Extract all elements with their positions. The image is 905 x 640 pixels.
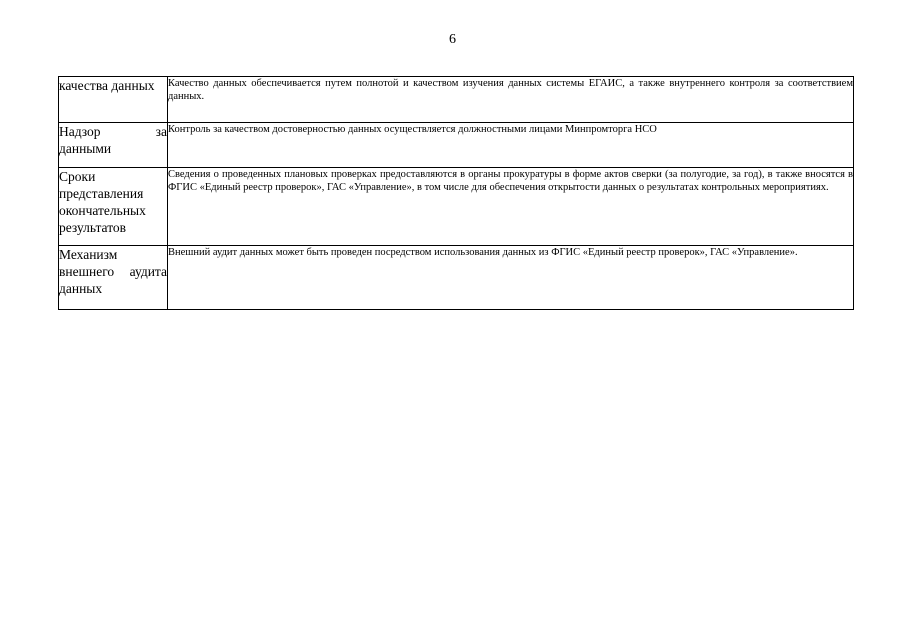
row-label: Сроки представления окончательных результатов xyxy=(59,168,168,246)
table-row xyxy=(59,123,854,168)
row-label xyxy=(59,123,168,168)
row-label: Механизм внешнего аудита данных xyxy=(59,246,168,310)
row-text: Контроль за качеством достоверностью данных осуществляется должностными лицами Минпромторга НСО xyxy=(168,123,854,168)
table-row xyxy=(59,168,854,246)
table-row xyxy=(59,246,854,310)
row-text: Внешний аудит данных может быть проведен посредством использования данных из ФГИС «Единый реестр проверок», ГАС «Управление». xyxy=(168,246,854,310)
page-number: 6 xyxy=(449,32,456,47)
table-row xyxy=(59,77,854,123)
row-text: Качество данных обеспечивается путем полнотой и качеством изучения данных системы ЕГАИС, а также внутреннего контроля за соответствием данных. xyxy=(168,77,854,123)
row-text: Сведения о проведенных плановых проверках предоставляются в органы прокуратуры в форме актов сверки (за полугодие, за год), в также вносятся в ФГИС «Единый реестр проверок», ГАС «Управление», в том числе для обеспечения открытости данных о результатах контрольных мероприятиях. xyxy=(168,168,854,246)
row-label-line: Надзор за xyxy=(59,124,167,139)
data-quality-table xyxy=(58,76,854,310)
row-label: качества данных xyxy=(59,77,168,123)
row-label-line: данными xyxy=(59,141,112,156)
